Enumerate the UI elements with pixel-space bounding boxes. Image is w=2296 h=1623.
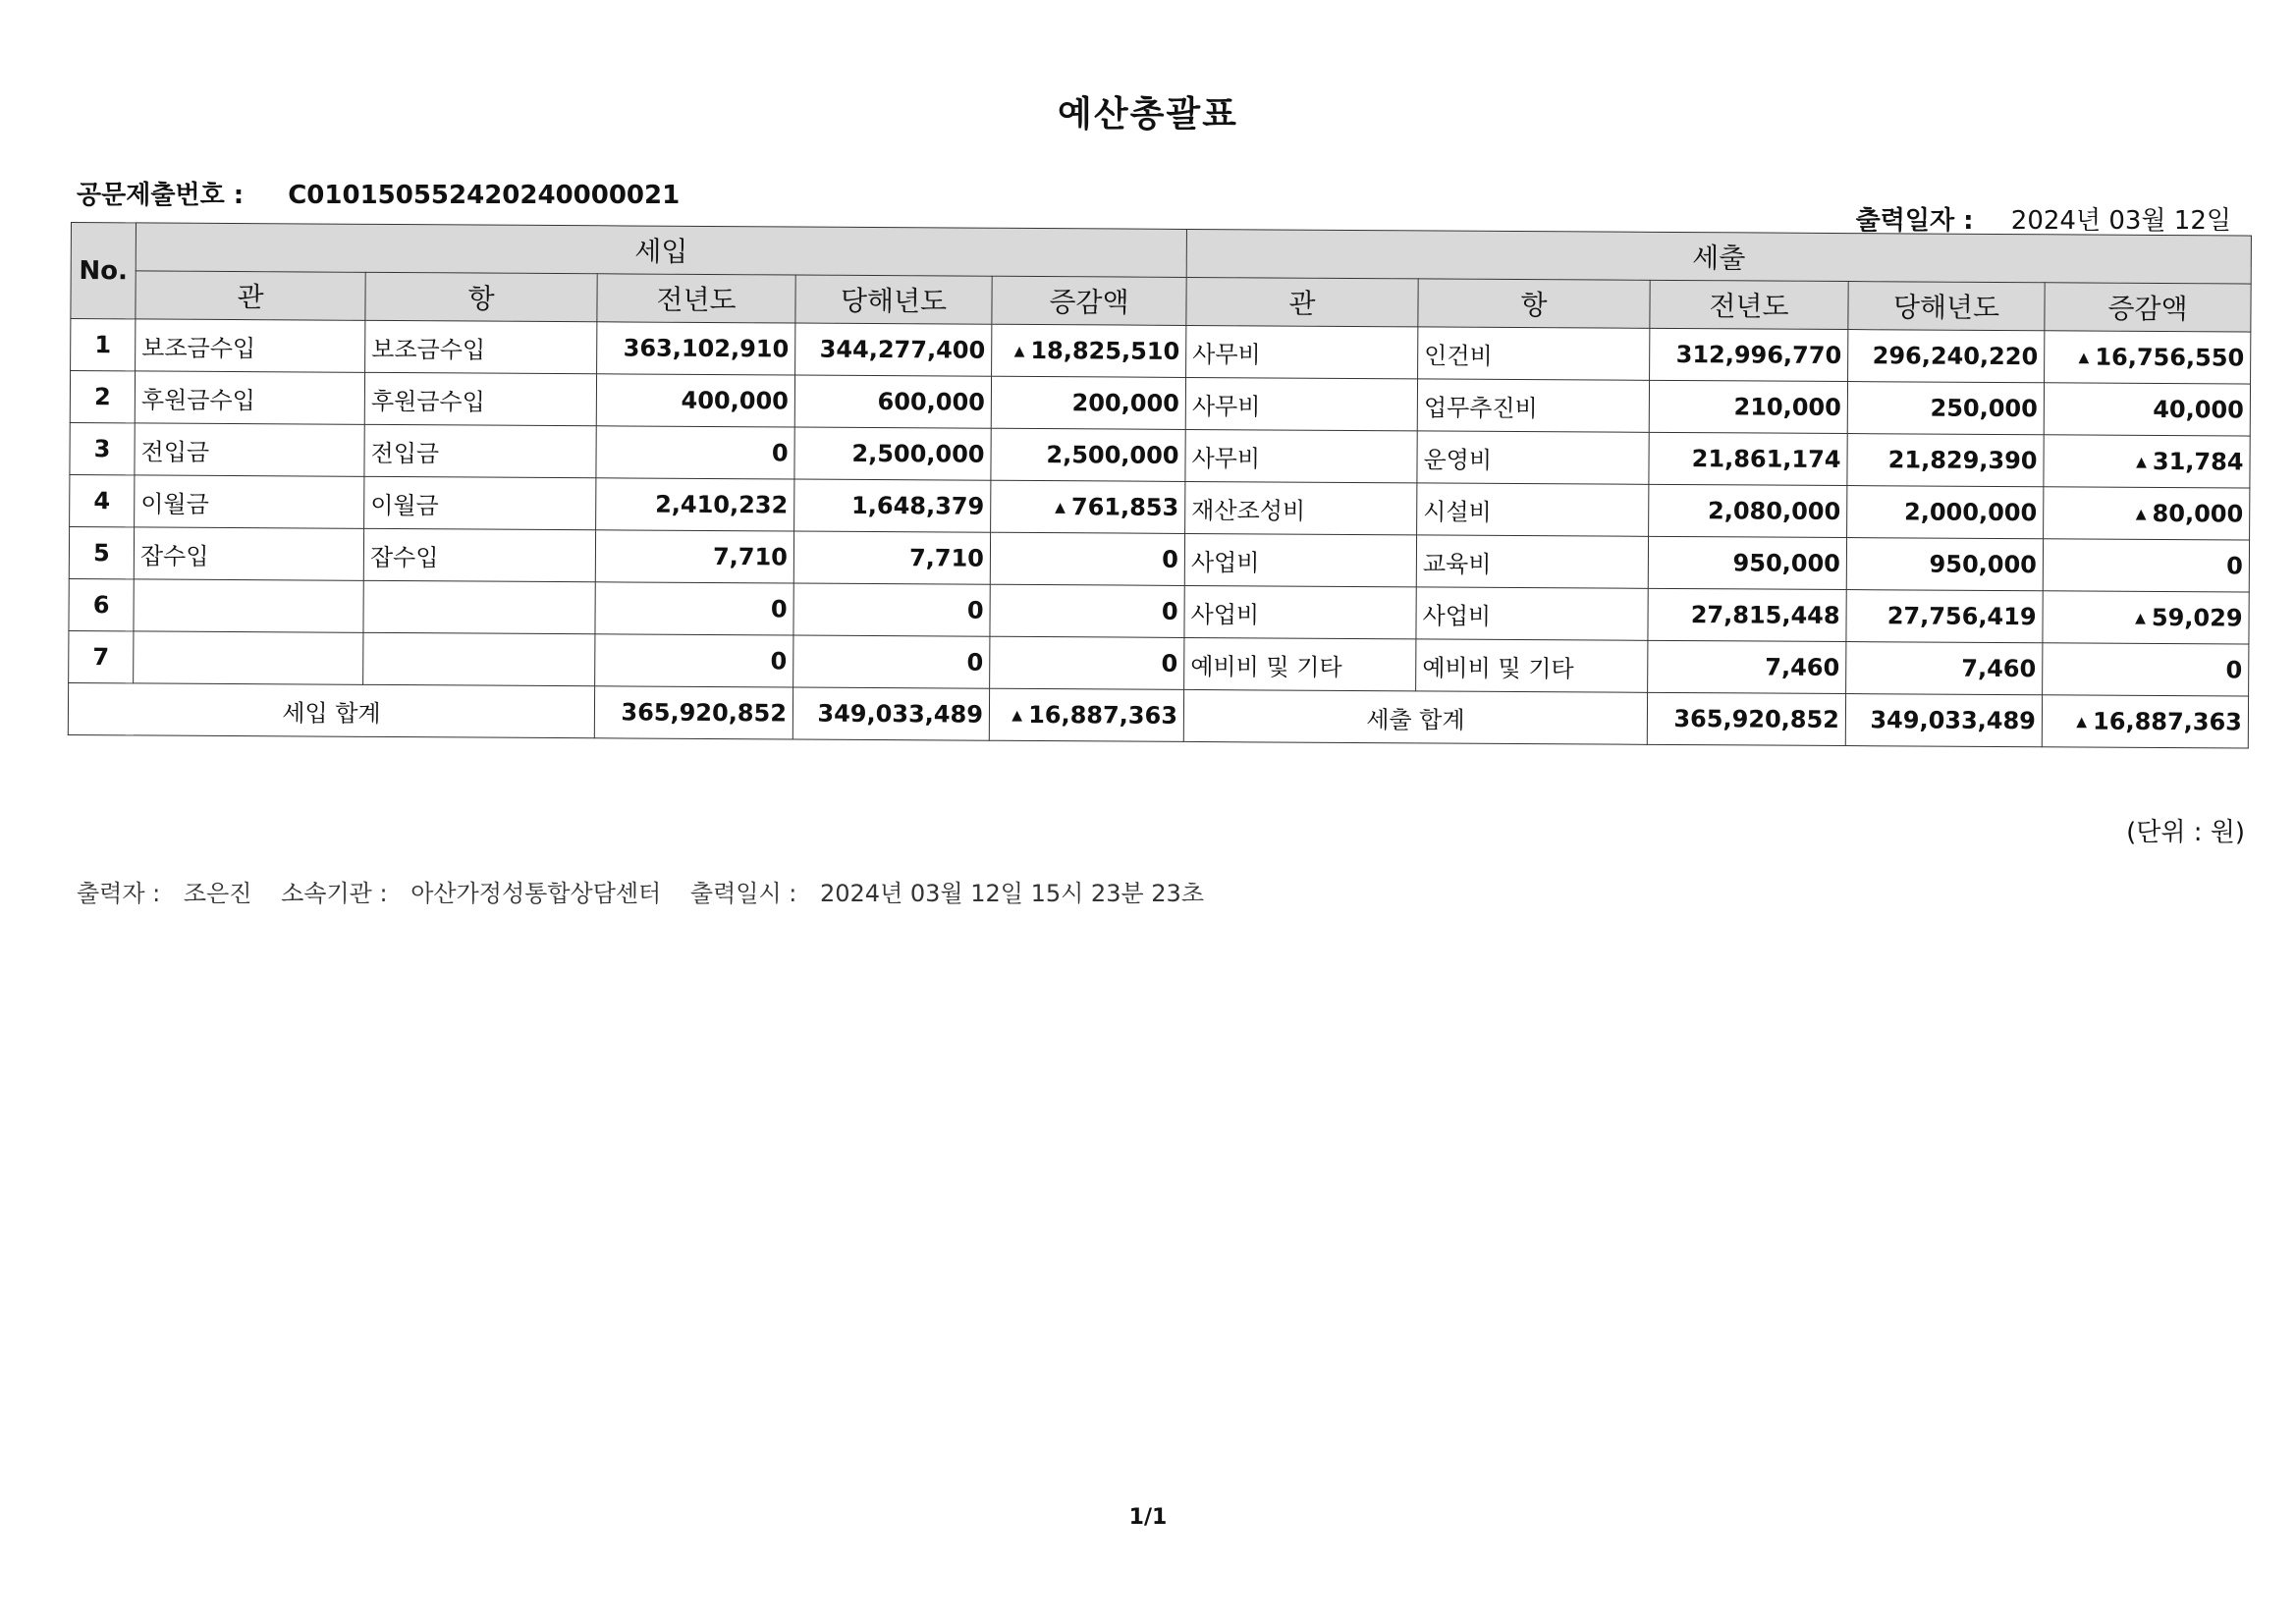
expense-gwan-header: 관 [1186, 277, 1418, 326]
revenue-diff-cell [991, 428, 1185, 481]
expense-gwan-cell [1184, 637, 1416, 690]
revenue-prev-cell-value: 0 [771, 439, 789, 467]
expense-diff-cell [2044, 487, 2250, 540]
revenue-gwan-cell-value: 이월금 [140, 489, 209, 518]
row-number-value: 2 [93, 383, 111, 411]
expense-hang-cell [1417, 379, 1649, 432]
decrease-marker-icon: ▲ [2076, 714, 2088, 730]
revenue-gwan-cell [135, 371, 364, 424]
revenue-diff-cell [990, 636, 1184, 689]
expense-total-curr: 349,033,489 [1845, 694, 2042, 747]
revenue-diff-cell [990, 532, 1184, 585]
revenue-gwan-cell [135, 475, 364, 528]
revenue-prev-cell-value: 7,710 [712, 543, 789, 571]
revenue-hang-cell [364, 476, 596, 529]
revenue-total-diff [989, 688, 1183, 741]
decrease-marker-icon: ▲ [1011, 707, 1023, 724]
revenue-gwan-cell [135, 423, 364, 476]
doc-number-value: C010150552420240000021 [288, 181, 681, 210]
revenue-gwan-cell [134, 579, 363, 632]
row-number-value: 3 [93, 435, 111, 463]
revenue-diff-cell [992, 324, 1186, 377]
revenue-hang-cell [363, 632, 595, 685]
revenue-hang-cell-value: 이월금 [370, 491, 439, 519]
revenue-curr-cell-value: 344,277,400 [819, 335, 986, 364]
expense-gwan-cell [1185, 377, 1417, 430]
revenue-gwan-cell [136, 319, 365, 372]
expense-prev-cell-value: 210,000 [1733, 393, 1841, 422]
expense-diff-cell-value: 31,784 [2152, 447, 2244, 476]
expense-prev-cell-value: 7,460 [1765, 653, 1840, 682]
expense-gwan-cell [1184, 533, 1416, 586]
expense-total-diff [2042, 695, 2248, 748]
expense-hang-header: 항 [1418, 279, 1650, 328]
revenue-diff-header: 증감액 [992, 276, 1186, 325]
expense-hang-cell-value: 예비비 및 기타 [1422, 653, 1574, 682]
revenue-gwan-cell [134, 527, 363, 580]
expense-gwan-cell-value: 재산조성비 [1191, 496, 1306, 525]
expense-prev-cell [1649, 484, 1847, 537]
expense-hang-cell [1416, 587, 1648, 640]
revenue-gwan-cell-value: 잡수입 [139, 541, 209, 570]
expense-diff-cell-value: 0 [2225, 656, 2243, 684]
expense-prev-cell [1648, 640, 1846, 693]
revenue-hang-header: 항 [365, 272, 597, 321]
revenue-diff-cell [990, 584, 1184, 637]
revenue-hang-cell [363, 580, 595, 633]
expense-curr-cell [1846, 590, 2043, 643]
expense-prev-cell-value: 21,861,174 [1691, 445, 1841, 474]
expense-diff-cell [2043, 643, 2249, 696]
revenue-diff-cell [991, 480, 1185, 533]
org-label: 소속기관 : [281, 880, 388, 907]
expense-total-prev: 365,920,852 [1647, 692, 1845, 745]
expense-gwan-cell-value: 사업비 [1190, 600, 1260, 628]
revenue-hang-cell [364, 424, 596, 477]
row-number [69, 526, 134, 578]
revenue-diff-cell-value: 18,825,510 [1030, 336, 1180, 365]
revenue-diff-cell-value: 0 [1161, 649, 1178, 677]
expense-diff-cell-value: 0 [2226, 552, 2243, 580]
revenue-total-diff-value: 16,887,363 [1028, 700, 1178, 730]
revenue-gwan-cell-value: 전입금 [140, 437, 210, 466]
revenue-total-curr: 349,033,489 [793, 687, 989, 740]
page-title: 예산총괄표 [1058, 94, 1238, 135]
revenue-curr-cell [794, 427, 991, 480]
expense-hang-cell [1418, 327, 1650, 380]
printed-at-label: 출력일시 : [689, 880, 797, 907]
expense-prev-year-header: 전년도 [1650, 280, 1848, 329]
row-number [69, 578, 134, 630]
expense-curr-cell-value: 2,000,000 [1904, 498, 2038, 527]
revenue-curr-cell [795, 323, 992, 376]
expense-diff-cell-value: 80,000 [2152, 499, 2244, 528]
expense-prev-cell-value: 27,815,448 [1690, 601, 1840, 630]
expense-prev-cell-value: 312,996,770 [1675, 340, 1842, 370]
no-header: No. [71, 223, 137, 319]
expense-gwan-cell [1185, 429, 1417, 482]
expense-gwan-cell-value: 사업비 [1190, 548, 1260, 576]
revenue-prev-cell [595, 582, 793, 635]
expense-gwan-cell-value: 사무비 [1192, 340, 1261, 368]
revenue-prev-cell-value: 0 [770, 647, 788, 676]
expense-gwan-cell-value: 사무비 [1191, 444, 1261, 472]
row-number [70, 371, 135, 423]
expense-hang-cell-value: 사업비 [1422, 601, 1492, 630]
expense-gwan-cell [1184, 585, 1416, 638]
revenue-prev-cell [595, 634, 793, 687]
expense-curr-cell [1848, 330, 2045, 383]
revenue-gwan-header: 관 [136, 271, 365, 320]
expense-gwan-cell-value: 사무비 [1191, 392, 1261, 420]
printer-label: 출력자 : [77, 880, 161, 907]
revenue-prev-cell-value: 0 [770, 595, 788, 623]
expense-hang-cell [1417, 483, 1649, 536]
revenue-curr-cell-value: 0 [966, 648, 984, 676]
revenue-diff-cell [991, 376, 1185, 429]
expense-curr-cell [1847, 434, 2044, 487]
revenue-prev-cell-value: 400,000 [681, 386, 789, 415]
revenue-hang-cell-value: 보조금수입 [371, 335, 486, 364]
row-number-value: 1 [94, 331, 112, 359]
decrease-marker-icon: ▲ [2135, 506, 2147, 522]
row-number-value: 4 [93, 487, 111, 515]
print-date-value: 2024년 03월 12일 [2010, 206, 2231, 236]
revenue-curr-cell-value: 1,648,379 [851, 491, 985, 520]
doc-number-label: 공문제출번호 : [77, 181, 245, 210]
revenue-prev-cell-value: 2,410,232 [655, 490, 789, 519]
revenue-curr-cell-value: 0 [966, 596, 984, 624]
expense-hang-cell [1416, 639, 1648, 692]
revenue-prev-cell [596, 478, 794, 531]
revenue-total-prev: 365,920,852 [594, 686, 793, 739]
row-number [71, 319, 136, 371]
expense-diff-header: 증감액 [2045, 283, 2251, 332]
revenue-curr-cell [793, 531, 990, 584]
revenue-prev-cell [596, 374, 794, 427]
expense-diff-cell [2044, 383, 2250, 436]
expense-diff-cell-value: 16,756,550 [2095, 343, 2245, 372]
revenue-curr-cell [793, 635, 990, 688]
row-number [70, 422, 135, 474]
expense-prev-cell [1650, 328, 1848, 381]
budget-summary-table [68, 222, 2252, 749]
expense-diff-cell [2044, 435, 2250, 488]
expense-curr-cell [1847, 382, 2044, 435]
expense-curr-cell [1846, 642, 2043, 695]
revenue-gwan-cell [134, 631, 363, 684]
revenue-hang-cell-value: 후원금수입 [370, 387, 485, 416]
page-number: 1/1 [1128, 1505, 1168, 1530]
expense-diff-cell [2045, 331, 2251, 384]
revenue-prev-cell-value: 363,102,910 [623, 334, 790, 363]
revenue-curr-cell-value: 2,500,000 [851, 439, 985, 468]
print-date-line [1856, 200, 2231, 237]
expense-total-label: 세출 합계 [1183, 689, 1647, 744]
decrease-marker-icon: ▲ [2136, 454, 2147, 470]
revenue-curr-year-header: 당해년도 [795, 275, 992, 324]
revenue-diff-cell-value: 2,500,000 [1046, 441, 1179, 469]
expense-diff-cell-value: 40,000 [2153, 395, 2244, 424]
revenue-hang-cell [363, 528, 595, 581]
decrease-marker-icon: ▲ [2078, 350, 2090, 366]
decrease-marker-icon: ▲ [1013, 343, 1025, 359]
decrease-marker-icon: ▲ [2135, 610, 2146, 626]
revenue-prev-cell [596, 426, 794, 479]
expense-prev-cell [1648, 588, 1846, 641]
decrease-marker-icon: ▲ [1055, 500, 1066, 516]
revenue-diff-cell-value: 0 [1161, 597, 1178, 625]
expense-curr-cell-value: 7,460 [1961, 654, 2037, 683]
row-number-value: 5 [92, 539, 110, 568]
expense-hang-cell-value: 교육비 [1422, 549, 1492, 578]
doc-number-line [77, 175, 680, 211]
row-number-value: 7 [92, 643, 110, 672]
revenue-prev-cell [597, 322, 795, 375]
expense-total-diff-value: 16,887,363 [2093, 707, 2243, 736]
expense-curr-cell [1846, 538, 2043, 591]
expense-curr-cell-value: 250,000 [1930, 394, 2038, 423]
expense-curr-cell-value: 296,240,220 [1872, 342, 2039, 371]
revenue-curr-cell [794, 375, 991, 428]
revenue-gwan-cell-value: 후원금수입 [140, 385, 255, 414]
revenue-gwan-cell-value: 보조금수입 [141, 333, 256, 362]
expense-hang-cell [1417, 431, 1649, 484]
revenue-prev-cell [595, 530, 793, 583]
expense-hang-cell-value: 운영비 [1423, 445, 1493, 474]
revenue-diff-cell-value: 0 [1162, 545, 1179, 573]
revenue-curr-cell-value: 600,000 [877, 388, 985, 416]
expense-curr-cell-value: 21,829,390 [1887, 446, 2038, 475]
expense-hang-cell-value: 인건비 [1424, 341, 1493, 370]
expense-curr-cell [1847, 486, 2044, 539]
revenue-hang-cell-value: 잡수입 [369, 543, 439, 571]
print-date-label: 출력일자 : [1855, 206, 1974, 236]
revenue-curr-cell [794, 479, 991, 532]
expense-prev-cell-value: 2,080,000 [1708, 497, 1841, 526]
expense-diff-cell-value: 59,029 [2151, 603, 2243, 632]
row-number [70, 474, 135, 526]
expense-diff-cell [2043, 591, 2249, 644]
footer-info [77, 874, 1220, 908]
expense-prev-cell [1648, 536, 1846, 589]
expense-curr-year-header: 당해년도 [1848, 282, 2045, 331]
expense-hang-cell-value: 시설비 [1423, 497, 1492, 526]
revenue-hang-cell [364, 372, 596, 425]
expense-gwan-cell [1185, 481, 1417, 534]
expense-hang-cell-value: 업무추진비 [1423, 393, 1538, 422]
revenue-hang-cell [365, 320, 597, 373]
revenue-prev-year-header: 전년도 [597, 274, 795, 323]
expense-curr-cell-value: 27,756,419 [1886, 602, 2037, 631]
org-name: 아산가정성통합상담센터 [410, 880, 662, 907]
revenue-header: 세입 [136, 223, 1186, 278]
unit-note: (단위 : 원) [2126, 818, 2245, 847]
expense-prev-cell [1649, 432, 1847, 485]
revenue-curr-cell-value: 7,710 [908, 544, 985, 572]
printer-name: 조은진 [183, 880, 252, 907]
revenue-hang-cell-value: 전입금 [370, 439, 440, 467]
table-body [69, 319, 2251, 697]
revenue-curr-cell [793, 583, 990, 636]
printed-at-value: 2024년 03월 12일 15시 23분 23초 [819, 880, 1205, 907]
expense-prev-cell [1649, 380, 1847, 433]
row-number-value: 6 [92, 591, 110, 620]
expense-gwan-cell [1186, 325, 1418, 378]
expense-gwan-cell-value: 예비비 및 기타 [1190, 652, 1342, 681]
revenue-total-label: 세입 합계 [68, 682, 594, 737]
revenue-diff-cell-value: 761,853 [1070, 493, 1179, 521]
expense-diff-cell [2043, 539, 2249, 592]
revenue-diff-cell-value: 200,000 [1071, 389, 1179, 417]
expense-hang-cell [1416, 535, 1648, 588]
expense-prev-cell-value: 950,000 [1732, 549, 1840, 578]
row-number [69, 630, 134, 682]
expense-header: 세출 [1186, 229, 2251, 284]
expense-curr-cell-value: 950,000 [1929, 550, 2037, 579]
